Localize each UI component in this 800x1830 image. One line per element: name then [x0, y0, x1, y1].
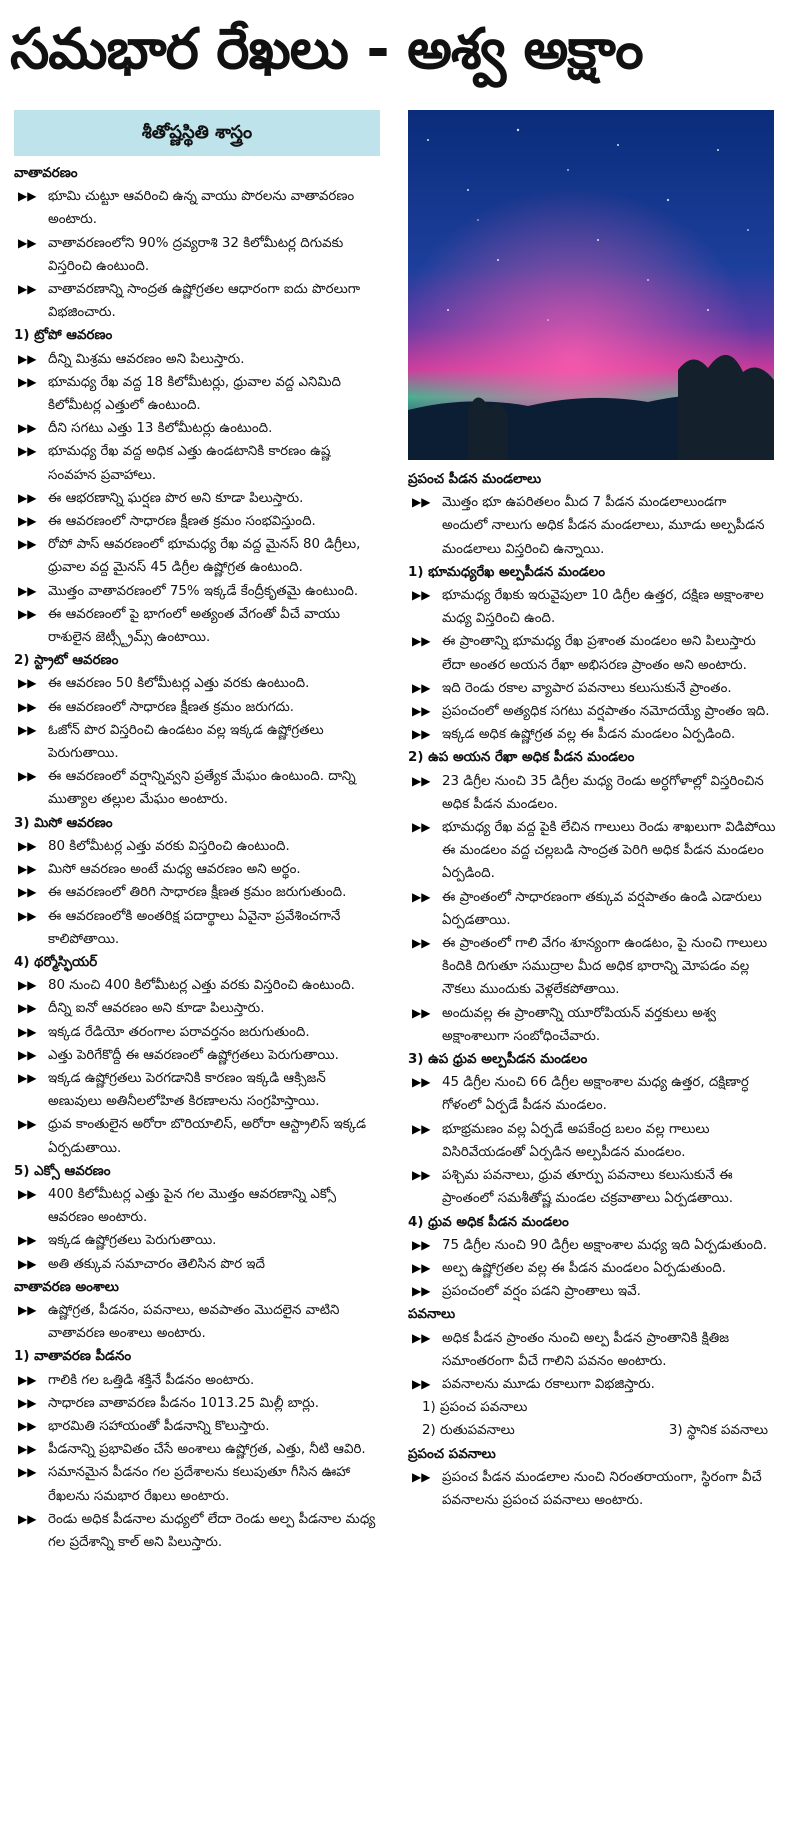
- list-item: [14, 1369, 380, 1392]
- aurora-night-sky-image: [408, 110, 774, 460]
- list-item: [14, 1067, 380, 1113]
- list-item: [14, 696, 380, 719]
- item-text: భూమధ్య రేఖకు ఇరువైపులా 10 డిగ్రీల ఉత్తర, దక్షిణ అక్షాంశాల మధ్య విస్తరించి ఉంది.: [442, 588, 764, 627]
- item-text: ఉష్ణోగ్రత, పీడనం, పవనాలు, అవపాతం మొదలైన వాటిని వాతావరణ అంశాలు అంటారు.: [48, 1302, 340, 1342]
- left-column: [14, 110, 380, 1554]
- list-item: [14, 997, 380, 1020]
- bullet-arrow-icon: ▶▶: [18, 374, 37, 389]
- item-text: సాధారణ వాతావరణ పీడనం 1013.25 మిల్లీ బార్లు.: [48, 1395, 319, 1411]
- subsection-heading: 3) ఉప ధ్రువ అల్పపీడన మండలం: [408, 1052, 588, 1068]
- bullet-arrow-icon: ▶▶: [18, 1302, 37, 1317]
- bullet-arrow-icon: ▶▶: [412, 1121, 431, 1136]
- item-text: ఈ ఆభరణాన్ని ఘర్షణ పొర అని కూడా పిలుస్తారు.: [48, 490, 304, 506]
- subsection-heading: 1) ట్రోపో ఆవరణం: [14, 328, 113, 344]
- list-item: [14, 1229, 380, 1252]
- bullet-arrow-icon: ▶▶: [18, 421, 37, 436]
- bullet-arrow-icon: ▶▶: [18, 583, 37, 598]
- item-text: పవనాలను మూడు రకాలుగా విభజిస్తారు.: [442, 1376, 655, 1392]
- bullet-arrow-icon: ▶▶: [18, 1372, 37, 1387]
- list-item: [14, 533, 380, 579]
- list-item: [14, 1415, 380, 1438]
- item-text: భూభ్రమణం వల్ల ఏర్పడే అపకేంద్ర బలం వల్ల గాలులు విసిరివేయడంతో ఏర్పడిన అల్పపీడన మండలం.: [442, 1121, 710, 1160]
- item-text: సమానమైన పీడనం గల ప్రదేశాలను కలుపుతూ గీసిన ఊహా రేఖలను సమభార రేఖలు అంటారు.: [48, 1465, 351, 1504]
- subsection-heading: 2) ఉప అయన రేఖా అధిక పీడన మండలం: [408, 750, 635, 766]
- headline: సమభార రేఖలు - అశ్వ అక్షాం: [10, 17, 643, 82]
- list-item: [14, 185, 380, 231]
- item-text: మొత్తం భూ ఉపరితలం మీద 7 పీడన మండలాలుండగా అందులో నాలుగు అధిక పీడన మండలాలు, మూడు అల్పపీడన మండలాలు విస్తరించి ఉన్నాయి.: [442, 495, 765, 557]
- bullet-arrow-icon: ▶▶: [412, 1260, 431, 1275]
- item-text: ఈ ఆవరణంలో పై భాగంలో అత్యంత వేగంతో వీచే వాయు రాశులైన జెట్స్ట్రీమ్స్ ఉంటాయి.: [48, 606, 341, 646]
- list-item: [14, 1392, 380, 1415]
- section-heading: ప్రపంచ పీడన మండలాలు: [408, 472, 542, 487]
- item-text: ఇక్కడ ఉష్ణోగ్రతలు పెరగడానికి కారణం ఇక్కడి ఆక్సిజన్ అణువులు అతినీలలోహిత కిరణాలను సంగ్రహిస్తాయి.: [48, 1070, 326, 1110]
- subsection-heading: 2) స్ట్రాటో ఆవరణం: [14, 653, 119, 669]
- bullet-arrow-icon: ▶▶: [412, 820, 431, 835]
- bullet-arrow-icon: ▶▶: [18, 1418, 37, 1433]
- wind-type-2: 2) రుతుపవనాలు: [422, 1423, 515, 1439]
- list-item: [408, 584, 776, 630]
- bullet-arrow-icon: ▶▶: [18, 189, 37, 204]
- item-text: భూమధ్య రేఖ వద్ద అధిక ఎత్తు ఉండటానికి కారణం ఉష్ణ సంవహన ప్రవాహాలు.: [48, 444, 331, 483]
- item-text: 23 డిగ్రీల నుంచి 35 డిగ్రీల మధ్య రెండు అర్ధగోళాల్లో విస్తరించిన అధిక పీడన మండలం.: [442, 773, 764, 812]
- list-item: [408, 1002, 776, 1048]
- bullet-arrow-icon: ▶▶: [412, 1376, 431, 1391]
- item-text: పశ్చిమ పవనాలు, ధ్రువ తూర్పు పవనాలు కలుసుకునే ఈ ప్రాంతంలో సమశీతోష్ణ మండల చక్రవాతాలు ఏర్పడతాయి.: [442, 1168, 733, 1207]
- item-text: ఎత్తు పెరిగేకొద్దీ ఈ ఆవరణంలో ఉష్ణోగ్రతలు పెరుగుతాయి.: [48, 1047, 339, 1063]
- item-text: భూమధ్య రేఖ వద్ద 18 కిలోమీటర్లు, ధ్రువాల వద్ద ఎనిమిది కిలోమీటర్ల ఎత్తులో ఉంటుంది.: [48, 374, 341, 414]
- list-item: [408, 1118, 776, 1164]
- bullet-arrow-icon: ▶▶: [18, 235, 37, 250]
- item-text: రెండు అధిక పీడనాల మధ్యలో లేదా రెండు అల్ప పీడనాల మధ్య గల ప్రదేశాన్ని కాల్ అని పిలుస్తారు.: [48, 1511, 376, 1550]
- list-item: [14, 1299, 380, 1345]
- item-text: ఈ ప్రాంతాన్ని భూమధ్య రేఖ ప్రశాంత మండలం అని పిలుస్తారు లేదా అంతర అయన రేఖా అభిసరణ ప్రాంతం అని అంటారు.: [442, 634, 756, 673]
- item-text: ఈ ఆవరణంలోకి అంతరిక్ష పదార్థాలు ఏవైనా ప్రవేశించగానే కాలిపోతాయి.: [48, 908, 341, 947]
- bullet-arrow-icon: ▶▶: [18, 1395, 37, 1410]
- item-text: ఈ ఆవరణంలో సాధారణ క్షీణత క్రమం జరుగదు.: [48, 699, 295, 715]
- subsection-heading: 1) వాతావరణ పీడనం: [14, 1349, 132, 1365]
- list-item: [14, 1508, 380, 1554]
- item-text: భూమధ్య రేఖ వద్ద పైకి లేచిన గాలులు రెండు శాఖలుగా విడిపోయి ఈ మండలం వద్ద చల్లబడి సాంద్రత పెరిగి అధిక పీడన మండలం ఏర్పడింది.: [442, 820, 776, 882]
- bullet-arrow-icon: ▶▶: [412, 773, 431, 788]
- bullet-arrow-icon: ▶▶: [412, 1237, 431, 1252]
- wind-type-1: 1) ప్రపంచ పవనాలు: [422, 1400, 528, 1416]
- bullet-arrow-icon: ▶▶: [412, 1005, 431, 1020]
- subsection-heading: 5) ఎక్సో ఆవరణం: [14, 1163, 111, 1179]
- item-text: భారమితి సహాయంతో పీడనాన్ని కొలుస్తారు.: [48, 1418, 270, 1434]
- bullet-arrow-icon: ▶▶: [18, 1024, 37, 1039]
- list-item: [14, 1183, 380, 1229]
- bullet-arrow-icon: ▶▶: [412, 727, 431, 742]
- item-text: వాతావరణాన్ని సాంద్రత ఉష్ణోగ్రతల ఆధారంగా ఐదు పొరలుగా విభజించారు.: [48, 282, 361, 321]
- bullet-arrow-icon: ▶▶: [18, 1001, 37, 1016]
- item-text: ప్రపంచ పీడన మండలాల నుంచి నిరంతరాయంగా, స్థిరంగా వీచే పవనాలను ప్రపంచ పవనాలు అంటారు.: [442, 1469, 762, 1508]
- bullet-arrow-icon: ▶▶: [18, 1047, 37, 1062]
- list-item: [14, 858, 380, 881]
- list-item: [14, 417, 380, 440]
- list-item: [408, 886, 776, 932]
- subsection-heading: 4) ధ్రువ అధిక పీడన మండలం: [408, 1214, 569, 1230]
- bullet-arrow-icon: ▶▶: [18, 514, 37, 529]
- item-text: ఇక్కడ అధిక ఉష్ణోగ్రత వల్ల ఈ పీడన మండలం ఏర్పడింది.: [442, 727, 736, 743]
- list-item: [14, 487, 380, 510]
- bullet-arrow-icon: ▶▶: [18, 537, 37, 552]
- item-text: వాతావరణంలోని 90% ద్రవ్యరాశి 32 కిలోమీటర్ల దిగువకు విస్తరించి ఉంటుంది.: [48, 235, 344, 274]
- bullet-arrow-icon: ▶▶: [18, 1511, 37, 1526]
- list-item: [408, 932, 776, 1002]
- list-item: [14, 974, 380, 997]
- bullet-arrow-icon: ▶▶: [18, 769, 37, 784]
- list-item: [408, 630, 776, 676]
- bullet-arrow-icon: ▶▶: [18, 1465, 37, 1480]
- item-text: ఈ ప్రాంతంలో సాధారణంగా తక్కువ వర్షపాతం ఉండి ఎడారులు ఏర్పడతాయి.: [442, 889, 762, 928]
- bullet-arrow-icon: ▶▶: [18, 978, 37, 993]
- item-text: 75 డిగ్రీల నుంచి 90 డిగ్రీల అక్షాంశాల మధ్య ఇది ఏర్పడుతుంది.: [442, 1237, 767, 1253]
- bullet-arrow-icon: ▶▶: [412, 889, 431, 904]
- item-text: ఇది రెండు రకాల వ్యాపార పవనాలు కలుసుకునే ప్రాంతం.: [442, 680, 732, 696]
- bullet-arrow-icon: ▶▶: [18, 838, 37, 853]
- item-text: దీన్ని ఐనో ఆవరణం అని కూడా పిలుస్తారు.: [48, 1001, 265, 1017]
- list-item: [14, 1113, 380, 1159]
- item-text: ఓజోన్ పొర విస్తరించి ఉండటం వల్ల ఇక్కడ ఉష్ణోగ్రతలు పెరుగుతాయి.: [48, 722, 324, 762]
- list-item: [408, 1164, 776, 1210]
- list-item: [408, 816, 776, 886]
- right-column: [408, 468, 776, 1512]
- bullet-arrow-icon: ▶▶: [412, 1284, 431, 1299]
- bullet-arrow-icon: ▶▶: [412, 936, 431, 951]
- item-text: అల్ప ఉష్ణోగ్రతల వల్ల ఈ పీడన మండలం ఏర్పడుతుంది.: [442, 1260, 726, 1276]
- item-text: అతి తక్కువ సమాచారం తెలిసిన పొర ఇదే: [48, 1256, 265, 1272]
- list-item: [14, 510, 380, 533]
- bullet-arrow-icon: ▶▶: [412, 1168, 431, 1183]
- subsection-heading: 1) భూమధ్యరేఖ అల్పపీడన మండలం: [408, 564, 606, 580]
- section-heading: వాతావరణం: [14, 166, 78, 181]
- list-item: [14, 835, 380, 858]
- item-text: మిసో ఆవరణం అంటే మధ్య ఆవరణం అని అర్థం.: [48, 862, 301, 878]
- item-text: పీడనాన్ని ప్రభావితం చేసే అంశాలు ఉష్ణోగ్రత, ఎత్తు, నీటి ఆవిరి.: [48, 1442, 366, 1458]
- list-item: [14, 1253, 380, 1276]
- list-item: [408, 1373, 776, 1396]
- item-text: అధిక పీడన ప్రాంతం నుంచి అల్ప పీడన ప్రాంతానికి క్షితిజ సమాంతరంగా వీచే గాలిని పవనం అంటారు.: [442, 1330, 730, 1369]
- bullet-arrow-icon: ▶▶: [412, 680, 431, 695]
- item-text: 400 కిలోమీటర్ల ఎత్తు పైన గల మొత్తం ఆవరణాన్ని ఎక్సో ఆవరణం అంటారు.: [48, 1186, 337, 1226]
- item-text: ఇక్కడ రేడియో తరంగాల పరావర్తనం జరుగుతుంది.: [48, 1024, 310, 1040]
- item-text: ఈ ఆవరణంలో తిరిగి సాధారణ క్షీణత క్రమం జరుగుతుంది.: [48, 885, 347, 901]
- item-text: అందువల్ల ఈ ప్రాంతాన్ని యూరోపియన్ వర్తకులు అశ్వ అక్షాంశాలుగా సంబోధించేవారు.: [442, 1005, 716, 1044]
- section-banner: శీతోష్ణస్థితి శాస్త్రం: [14, 110, 380, 156]
- list-item: [408, 677, 776, 700]
- item-text: 45 డిగ్రీల నుంచి 66 డిగ్రీల అక్షాంశాల మధ్య ఉత్తర, దక్షిణార్ధ గోళంలో ఏర్పడే పీడన మండలం.: [442, 1075, 749, 1114]
- bullet-arrow-icon: ▶▶: [18, 722, 37, 737]
- item-text: గాలికి గల ఒత్తిడి శక్తినే పీడనం అంటారు.: [48, 1372, 255, 1388]
- list-item: [14, 1438, 380, 1461]
- item-text: ఈ ఆవరణంలో సాధారణ క్షీణత క్రమం సంభవిస్తుంది.: [48, 514, 316, 530]
- bullet-arrow-icon: ▶▶: [18, 282, 37, 297]
- list-item: [14, 603, 380, 649]
- item-text: ఈ ఆవరణంలో వర్షాన్నివ్వని ప్రత్యేక మేఘం ఉంటుంది. దాన్ని ముత్యాల తల్లుల మేఘం అంటారు.: [48, 769, 356, 808]
- bullet-arrow-icon: ▶▶: [18, 351, 37, 366]
- list-item: [14, 1021, 380, 1044]
- list-item: [408, 1280, 776, 1303]
- bullet-arrow-icon: ▶▶: [18, 1256, 37, 1271]
- list-item: [408, 1327, 776, 1373]
- aurora-photo: [408, 110, 774, 460]
- bullet-arrow-icon: ▶▶: [18, 699, 37, 714]
- item-text: ఈ ఆవరణం 50 కిలోమీటర్ల ఎత్తు వరకు ఉంటుంది.: [48, 676, 310, 692]
- item-text: రోపో పాస్ ఆవరణంలో భూమధ్య రేఖ వద్ద మైనస్ 80 డిగ్రీలు, ధ్రువాల వద్ద మైనస్ 45 డిగ్రీల ఉష్ణోగ్రత ఉంటుంది.: [48, 537, 361, 576]
- wind-types-row: [408, 1419, 776, 1442]
- bullet-arrow-icon: ▶▶: [18, 1186, 37, 1201]
- item-text: దీని సగటు ఎత్తు 13 కిలోమీటర్లు ఉంటుంది.: [48, 421, 273, 437]
- item-text: 80 నుంచి 400 కిలోమీటర్ల ఎత్తు వరకు విస్తరించి ఉంటుంది.: [48, 978, 355, 994]
- list-item: [14, 580, 380, 603]
- list-item: [408, 700, 776, 723]
- list-item: [408, 1466, 776, 1512]
- item-text: ప్రపంచంలో వర్షం పడని ప్రాంతాలు ఇవే.: [442, 1284, 641, 1300]
- bullet-arrow-icon: ▶▶: [412, 1469, 431, 1484]
- section-heading: ప్రపంచ పవనాలు: [408, 1446, 496, 1462]
- list-item: [408, 770, 776, 816]
- list-item: [408, 491, 776, 561]
- bullet-arrow-icon: ▶▶: [18, 862, 37, 877]
- bullet-arrow-icon: ▶▶: [18, 1117, 37, 1132]
- list-item: [408, 723, 776, 746]
- list-item: [14, 278, 380, 324]
- bullet-arrow-icon: ▶▶: [18, 490, 37, 505]
- list-item: [14, 371, 380, 417]
- list-item: [14, 232, 380, 278]
- item-text: మొత్తం వాతావరణంలో 75% ఇక్కడే కేంద్రీకృతమై ఉంటుంది.: [48, 583, 359, 599]
- bullet-arrow-icon: ▶▶: [18, 908, 37, 923]
- list-item: [14, 905, 380, 951]
- list-item: [14, 440, 380, 486]
- list-item: [14, 1461, 380, 1507]
- bullet-arrow-icon: ▶▶: [412, 634, 431, 649]
- subsection-heading: 4) థర్మోస్ఫియర్: [14, 954, 98, 970]
- bullet-arrow-icon: ▶▶: [18, 885, 37, 900]
- bullet-arrow-icon: ▶▶: [412, 704, 431, 719]
- item-text: భూమి చుట్టూ ఆవరించి ఉన్న వాయు పొరలను వాతావరణం అంటారు.: [48, 189, 355, 228]
- list-item: [14, 348, 380, 371]
- item-text: ఈ ప్రాంతంలో గాలి వేగం శూన్యంగా ఉండటం, పై నుంచి గాలులు కిందికి దిగుతూ సముద్రాల మీద అధిక భారాన్ని మోపడం వల్ల నౌకలు ముందుకు వెళ్లలేకపోతాయి.: [442, 936, 768, 998]
- list-item: [408, 1234, 776, 1257]
- bullet-arrow-icon: ▶▶: [18, 444, 37, 459]
- section-heading: వాతావరణ అంశాలు: [14, 1279, 119, 1295]
- list-item: [408, 1071, 776, 1117]
- item-text: 80 కిలోమీటర్ల ఎత్తు వరకు విస్తరించి ఉంటుంది.: [48, 838, 290, 854]
- item-text: ఇక్కడ ఉష్ణోగ్రతలు పెరుగుతాయి.: [48, 1233, 217, 1249]
- list-item: [14, 881, 380, 904]
- bullet-arrow-icon: ▶▶: [412, 1075, 431, 1090]
- bullet-arrow-icon: ▶▶: [18, 606, 37, 621]
- wind-type-3: 3) స్థానిక పవనాలు: [668, 1423, 768, 1439]
- item-text: ప్రపంచంలో అత్యధిక సగటు వర్షపాతం నమోదయ్యే ప్రాంతం ఇది.: [442, 704, 770, 720]
- item-text: దీన్ని మిశ్రమ ఆవరణం అని పిలుస్తారు.: [48, 351, 245, 367]
- subsection-heading: 3) మిసో ఆవరణం: [14, 815, 113, 831]
- bullet-arrow-icon: ▶▶: [18, 676, 37, 691]
- item-text: ధ్రువ కాంతులైన అరోరా బొరియాలిస్, అరోరా ఆస్ట్రాలిస్ ఇక్కడ ఏర్పడుతాయి.: [48, 1117, 367, 1156]
- bullet-arrow-icon: ▶▶: [18, 1233, 37, 1248]
- list-item: [14, 765, 380, 811]
- bullet-arrow-icon: ▶▶: [18, 1442, 37, 1457]
- list-item: [14, 672, 380, 695]
- bullet-arrow-icon: ▶▶: [18, 1070, 37, 1085]
- bullet-arrow-icon: ▶▶: [412, 1330, 431, 1345]
- list-item: [408, 1257, 776, 1280]
- bullet-arrow-icon: ▶▶: [412, 588, 431, 603]
- list-item: [14, 719, 380, 765]
- list-item: [14, 1044, 380, 1067]
- bullet-arrow-icon: ▶▶: [412, 495, 431, 510]
- section-heading: పవనాలు: [408, 1307, 456, 1323]
